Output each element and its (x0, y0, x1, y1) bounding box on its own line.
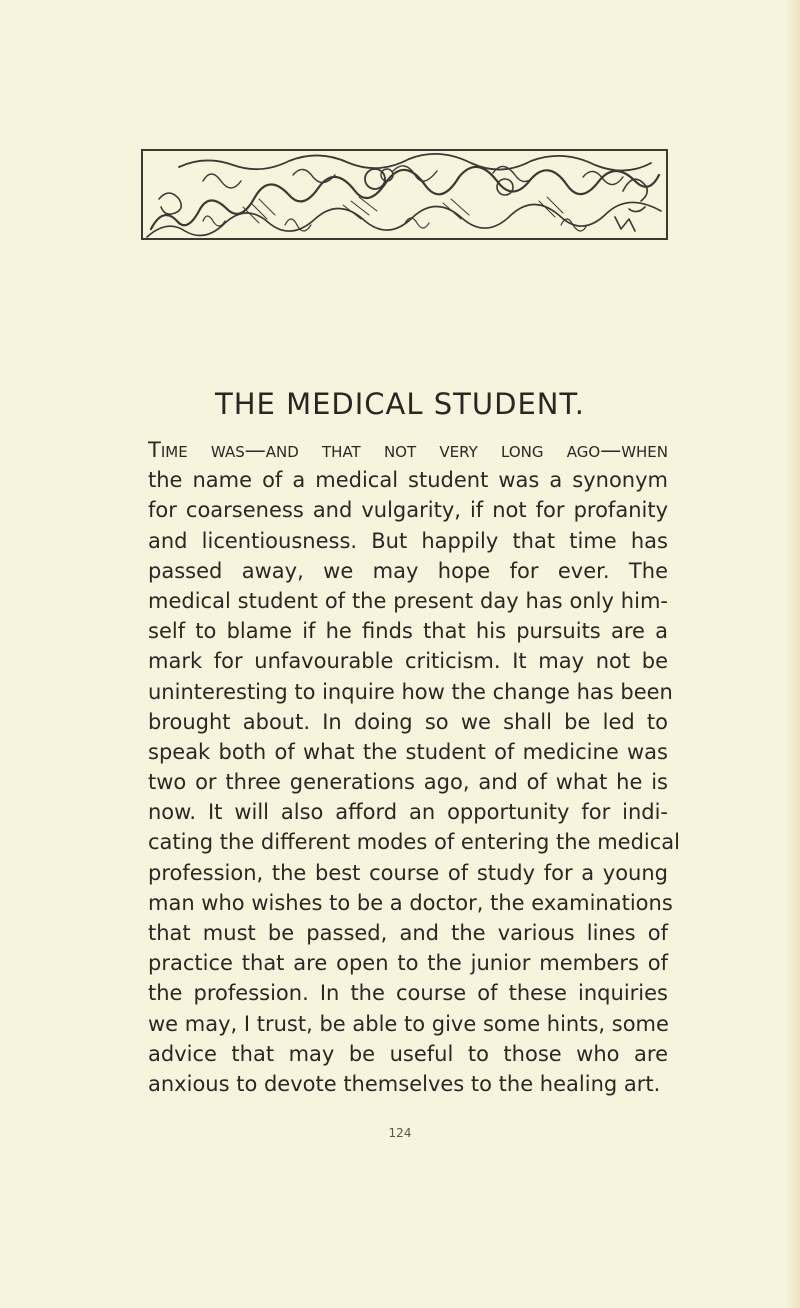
text-line: passed away, we may hope for ever. The (148, 558, 668, 583)
text-line: profession, the best course of study for a young (148, 860, 668, 885)
text-line: the profession. In the course of these inquiries (148, 981, 668, 1006)
text-line: advice that may be useful to those who are (148, 1041, 668, 1066)
text-line: the name of a medical student was a synonym (148, 468, 668, 493)
text-line: uninteresting to inquire how the change has been (148, 679, 673, 704)
text-line: anxious to devote themselves to the healing art. (148, 1071, 661, 1096)
text-line: we may, I trust, be able to give some hints, some (148, 1011, 669, 1036)
text-line: two or three generations ago, and of what he is (148, 770, 668, 795)
chapter-title: THE MEDICAL STUDENT. (215, 387, 585, 421)
text-line: and licentiousness. But happily that time has (148, 528, 668, 553)
text-line: Time was—and that not very long ago—when (148, 438, 668, 462)
headpiece-ornament-icon (141, 149, 668, 240)
text-line: speak both of what the student of medicine was (148, 739, 668, 764)
text-line: for coarseness and vulgarity, if not for profanity (148, 498, 668, 523)
text-line: brought about. In doing so we shall be led to (148, 709, 668, 734)
text-line: man who wishes to be a doctor, the examinations (148, 890, 673, 915)
text-line: practice that are open to the junior members of (148, 951, 668, 976)
text-line: self to blame if he finds that his pursuits are a (148, 619, 668, 644)
text-line: that must be passed, and the various lines of (148, 921, 668, 945)
text-line: cating the different modes of entering the medical (148, 830, 680, 855)
page-number: 124 (388, 1126, 412, 1140)
headpiece-ornament-drawing (143, 151, 666, 238)
text-line: medical student of the present day has only him- (148, 588, 668, 613)
text-line: now. It will also afford an opportunity for indi- (148, 800, 668, 825)
page-edge-shadow (786, 0, 800, 1308)
body-paragraph (148, 435, 680, 1099)
text-line: mark for unfavourable criticism. It may not be (148, 649, 668, 674)
